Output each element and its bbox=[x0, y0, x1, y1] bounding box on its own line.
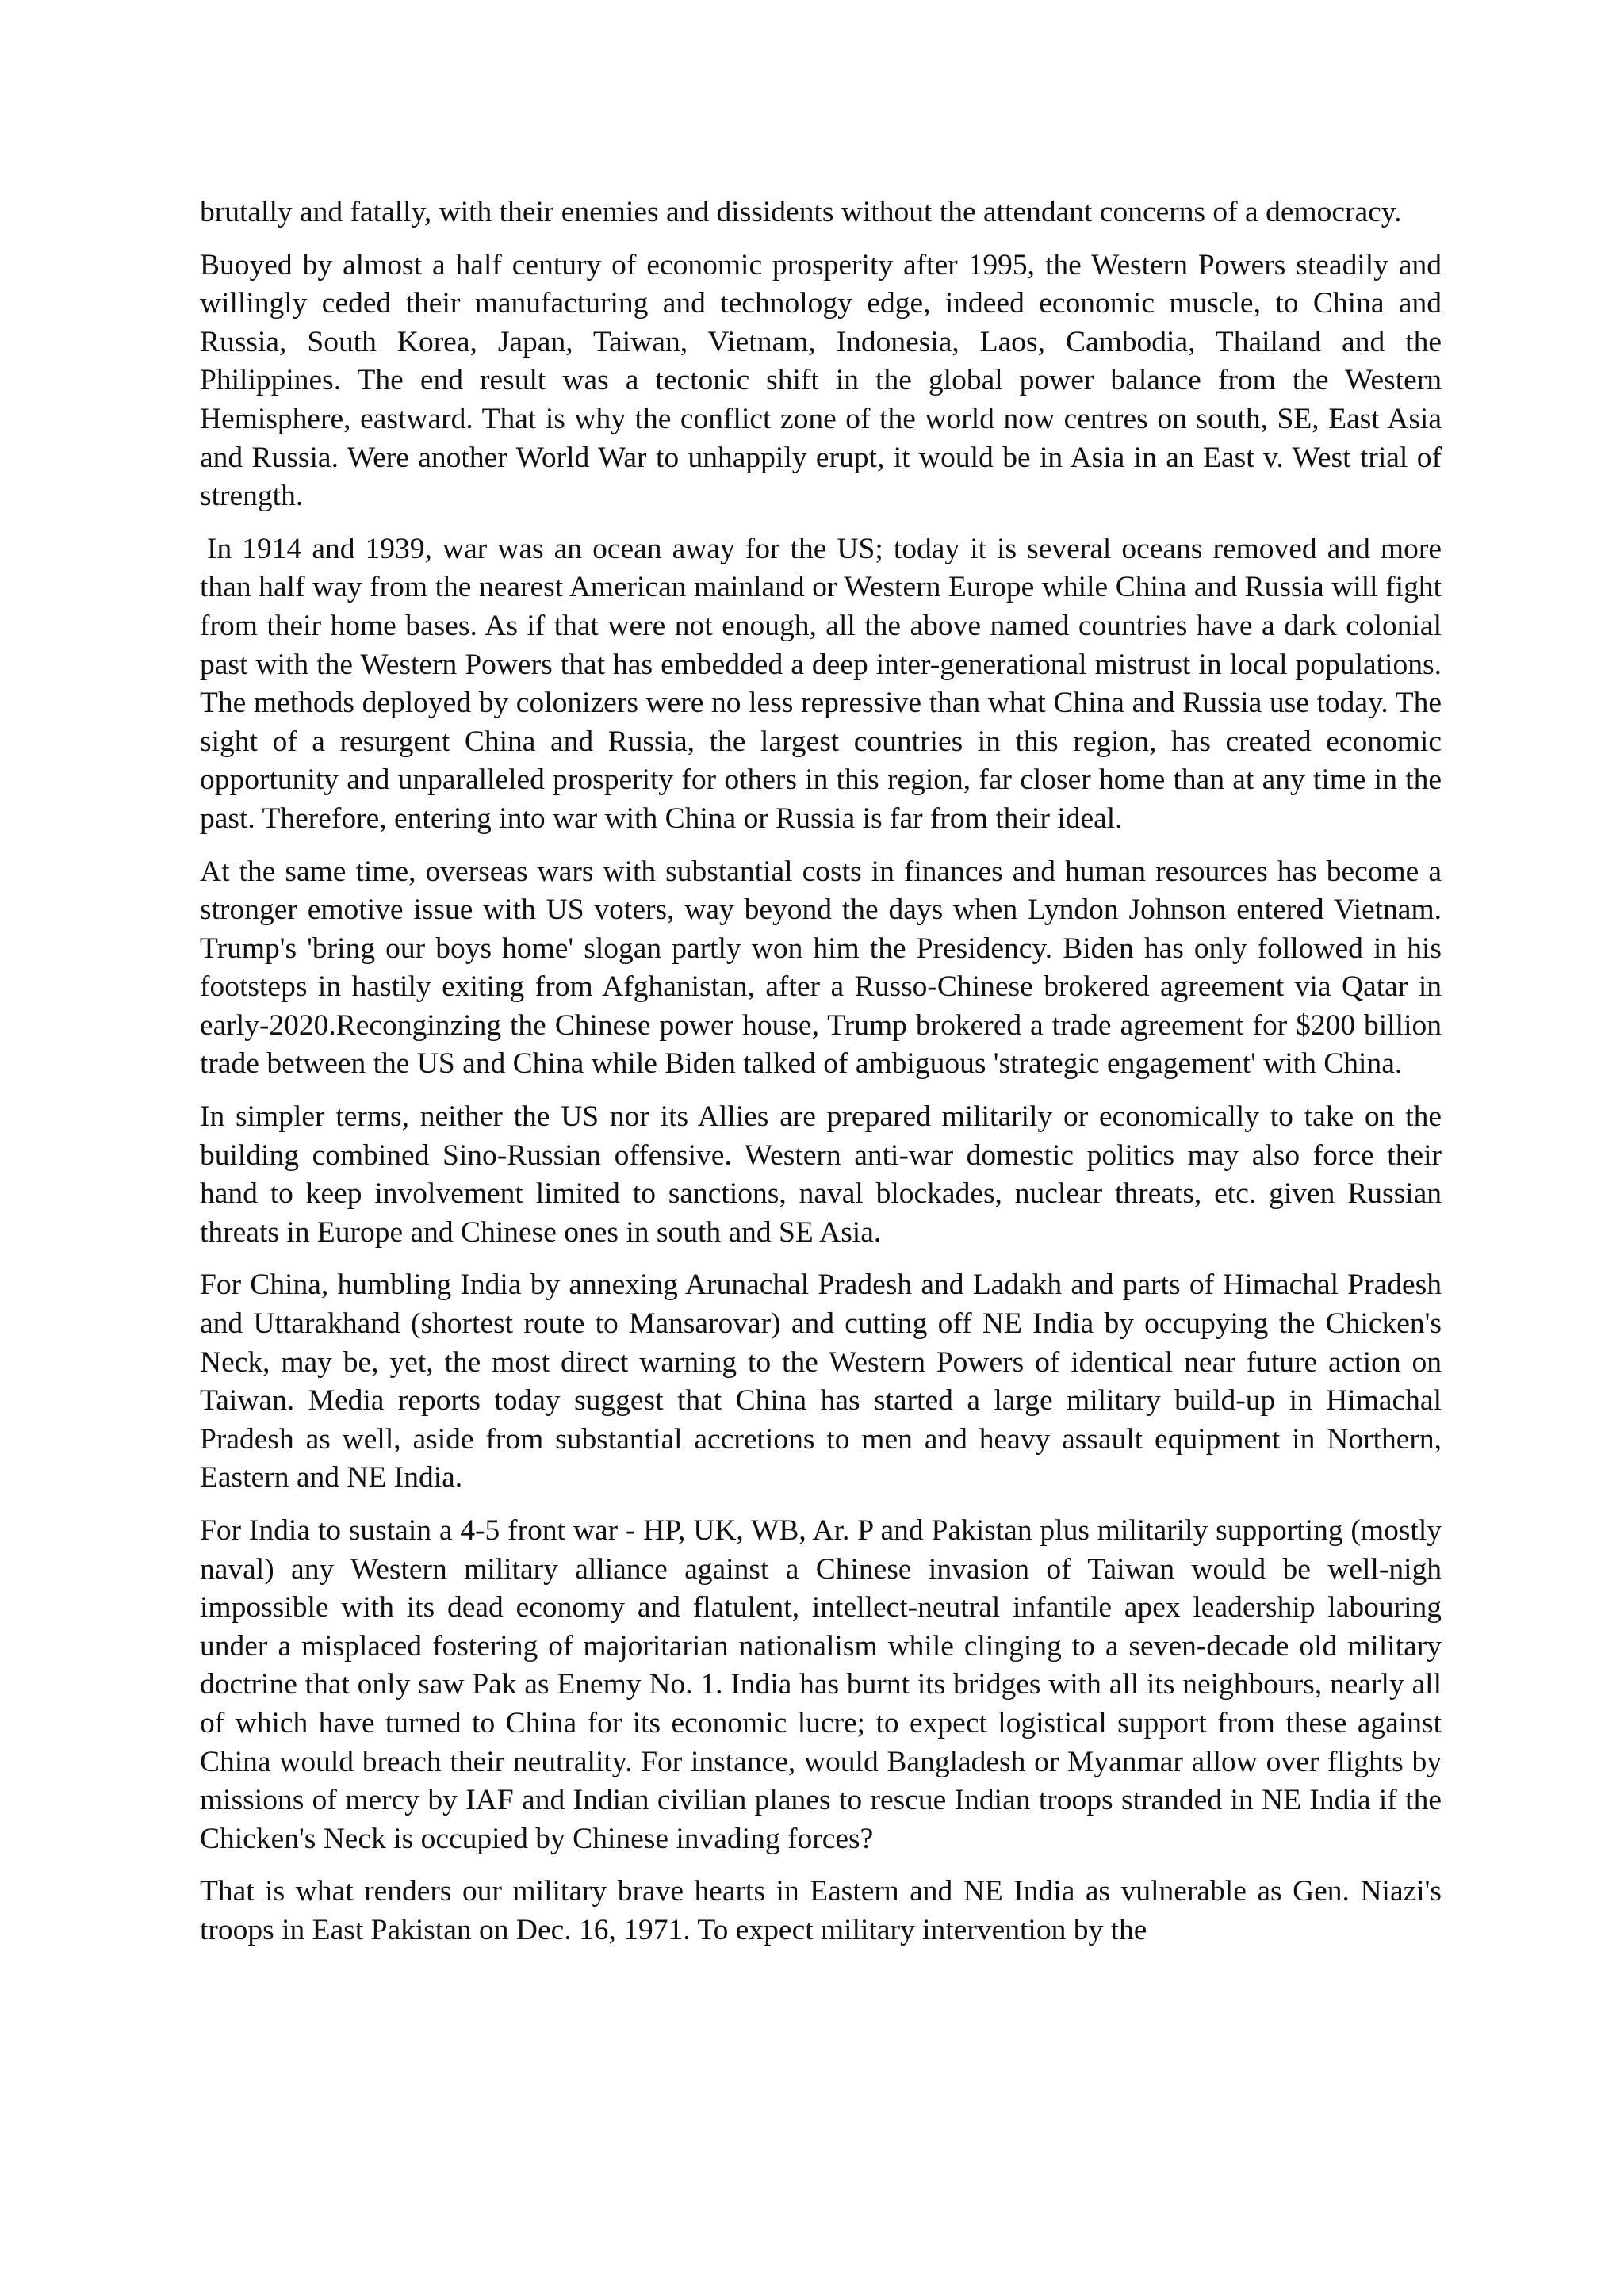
paragraph-brave-hearts: That is what renders our military brave hearts in Eastern and NE India as vulnerable as Gen. Niazi's troops in East Pakistan on Dec. 16, 1971. To expect military intervention by the bbox=[200, 1875, 1442, 1946]
document-page bbox=[200, 193, 1442, 1950]
paragraph-for-india: For India to sustain a 4-5 front war - HP, UK, WB, Ar. P and Pakistan plus militarily supporting (mostly naval) any Western military alliance against a Chinese invasion of Taiwan would be well-nigh impossible with its dead economy and flatulent, intellect-neutral infantile apex leadership labouring under a misplaced fostering of majoritarian nationalism while clinging to a seven-decade old military doctrine that only saw Pak as Enemy No. 1. India has burnt its bridges with all its neighbours, nearly all of which have turned to China for its economic lucre; to expect logistical support from these against China would breach their neutrality. For instance, would Bangladesh or Myanmar allow over flights by missions of mercy by IAF and Indian civilian planes to rescue Indian troops stranded in NE India if the Chicken's Neck is occupied by Chinese invading forces? bbox=[200, 1514, 1442, 1855]
paragraph-1914-1939: In 1914 and 1939, war was an ocean away for the US; today it is several oceans removed and more than half way from the nearest American mainland or Western Europe while China and Russia will fight from their home bases. As if that were not enough, all the above named countries have a dark colonial past with the Western Powers that has embedded a deep inter-generational mistrust in local populations. The methods deployed by colonizers were no less repressive than what China and Russia use today. The sight of a resurgent China and Russia, the largest countries in this region, has created economic opportunity and unparalleled prosperity for others in this region, far closer home than at any time in the past. Therefore, entering into war with China or Russia is far from their ideal. bbox=[200, 532, 1442, 835]
paragraph-continuation: brutally and fatally, with their enemies and dissidents without the attendant concerns of a democracy. bbox=[200, 196, 1402, 228]
paragraph-for-china: For China, humbling India by annexing Arunachal Pradesh and Ladakh and parts of Himachal Pradesh and Uttarakhand (shortest route to Mansarovar) and cutting off NE India by occupying the Chicken's Neck, may be, yet, the most direct warning to the Western Powers of identical near future action on Taiwan. Media reports today suggest that China has started a large military build-up in Himachal Pradesh as well, aside from substantial accretions to men and heavy assault equipment in Northern, Eastern and NE India. bbox=[200, 1269, 1442, 1494]
paragraph-overseas-wars: At the same time, overseas wars with substantial costs in finances and human resources has become a stronger emotive issue with US voters, way beyond the days when Lyndon Johnson entered Vietnam. Trump's 'bring our boys home' slogan partly won him the Presidency. Biden has only followed in his footsteps in hastily exiting from Afghanistan, after a Russo-Chinese brokered agreement via Qatar in early-2020.Reconginzing the Chinese power house, Trump brokered a trade agreement for $200 billion trade between the US and China while Biden talked of ambiguous 'strategic engagement' with China. bbox=[200, 855, 1442, 1081]
paragraph-simpler-terms: In simpler terms, neither the US nor its Allies are prepared militarily or economically to take on the building combined Sino-Russian offensive. Western anti-war domestic politics may also force their hand to keep involvement limited to sanctions, naval blockades, nuclear threats, etc. given Russian threats in Europe and Chinese ones in south and SE Asia. bbox=[200, 1100, 1442, 1249]
paragraph-western-powers: Buoyed by almost a half century of economic prosperity after 1995, the Western Powers steadily and willingly ceded their manufacturing and technology edge, indeed economic muscle, to China and Russia, South Korea, Japan, Taiwan, Vietnam, Indonesia, Laos, Cambodia, Thailand and the Philippines. The end result was a tectonic shift in the global power balance from the Western Hemisphere, eastward. That is why the conflict zone of the world now centres on south, SE, East Asia and Russia. Were another World War to unhappily erupt, it would be in Asia in an East v. West trial of strength. bbox=[200, 248, 1442, 513]
